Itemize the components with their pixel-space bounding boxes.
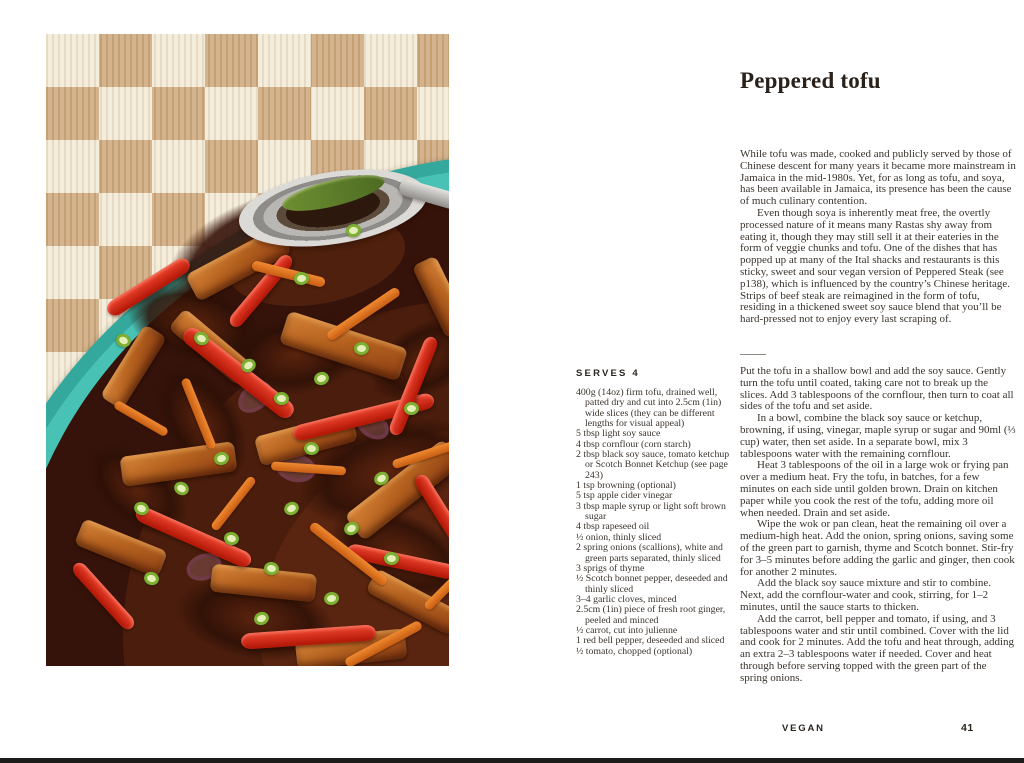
page-bottom-edge (0, 758, 1024, 763)
method-column (740, 366, 1016, 685)
ingredient-item: 5 tsp apple cider vinegar (576, 490, 673, 502)
ingredient-item: ½ onion, thinly sliced (576, 531, 662, 543)
ingredient-item: ½ tomato, chopped (optional) (576, 645, 693, 657)
ingredient-item: 2.5cm (1in) piece of fresh root ginger, peeled and minced (576, 604, 726, 626)
intro-paragraph: While tofu was made, cooked and publicly served by those of Chinese descent for many years it became more mainstream in Jamaica in the mid-1980s. Yet, for as long as tofu, and soya, has been available in Jamaica, its presence has been the cause of much culinary contention. (740, 148, 1016, 208)
section-divider-rule (740, 354, 766, 355)
serves-label: SERVES 4 (576, 368, 640, 379)
method-paragraph: Add the carrot, bell pepper and tomato, if using, and 3 tablespoons water and stir until combined. Cover with the lid and cook for 2 minutes. Add the tofu and heat through, adding an extra 2–3 tablespoons water if needed. Cover and heat through before serving topped with the green part of the spring onions. (740, 612, 1015, 684)
ingredient-item: 1 tsp browning (optional) (576, 480, 676, 492)
recipe-photo (46, 34, 449, 666)
intro-paragraph: Even though soya is inherently meat free, the overtly processed nature of it means many Rastas shy away from eating it, though they may still sell it at their eateries in the form of veggie chunks and tofu. One of the dishes that has popped up at many of the Ital shacks and restaurants is this sticky, sweet and sour vegan version of Peppered Steak (see p138), which is influenced by the country’s Chinese heritage. Strips of beef steak are reimagined in the form of tofu, residing in a thickened sweet soy sauce blend that you’ll be hard-pressed not to enjoy every last scraping of. (740, 206, 1011, 326)
page-number: 41 (961, 722, 974, 734)
ingredient-item: ½ Scotch bonnet pepper, deseeded and thinly sliced (576, 573, 728, 595)
ingredient-item: 4 tbsp rapeseed oil (576, 521, 650, 533)
method-paragraph: Wipe the wok or pan clean, heat the remaining oil over a medium-high heat. Add the onion, spring onions, saving some of the green part to garnish, thyme and Scotch bonnet. Stir-fry for 3–5 minutes before adding the garlic and ginger, then cook for another 2 minutes. (740, 518, 1015, 578)
category-label: VEGAN (782, 723, 825, 734)
ingredients-column (576, 368, 737, 657)
ingredient-item: 1 red bell pepper, deseeded and sliced (576, 635, 725, 647)
ingredients-list (576, 388, 737, 657)
ingredient-item: 2 tbsp black soy sauce, tomato ketchup or Scotch Bonnet Ketchup (see page 243) (576, 449, 730, 481)
ingredient-item: 3–4 garlic cloves, minced (576, 593, 677, 605)
method-paragraph: Put the tofu in a shallow bowl and add the soy sauce. Gently turn the tofu until coated, taking care not to break up the slices. Add 3 tablespoons of the cornflour, then turn to coat all sides of the tofu and set aside. (740, 365, 1014, 413)
ingredient-item: 3 tbsp maple syrup or light soft brown sugar (576, 500, 726, 523)
ingredient-item: 2 spring onions (scallions), white and green parts separated, thinly sliced (576, 542, 723, 564)
ingredient-item: 3 sprigs of thyme (576, 562, 645, 574)
method-paragraph: In a bowl, combine the black soy sauce or ketchup, browning, if using, vinegar, maple syrup or sugar and 90ml (⅓ cup) water, then set aside. In a separate bowl, mix 3 tablespoons water with the remaining cornflour. (740, 412, 1016, 460)
method-paragraph: Heat 3 tablespoons of the oil in a large wok or frying pan over a medium heat. Fry the tofu, in batches, for a few minutes on each side until golden brown. Drain on kitchen paper while you cook the rest of the tofu, adding more oil when needed. Drain and set aside. (740, 459, 1009, 519)
ingredient-item: 400g (14oz) firm tofu, drained well, patted dry and cut into 2.5cm (1in) wide slices (they can be different lengths for visual appeal) (576, 387, 722, 430)
page-title: Peppered tofu (740, 68, 881, 93)
ingredient-item: 5 tbsp light soy sauce (576, 428, 661, 440)
ingredient-item: 4 tbsp cornflour (corn starch) (576, 438, 691, 450)
recipe-intro (740, 149, 1016, 326)
ingredient-item: ½ carrot, cut into julienne (576, 624, 678, 636)
method-paragraph: Add the black soy sauce mixture and stir to combine. Next, add the cornflour-water and cook, stirring, for 1–2 minutes, until the sauce starts to thicken. (740, 577, 991, 613)
